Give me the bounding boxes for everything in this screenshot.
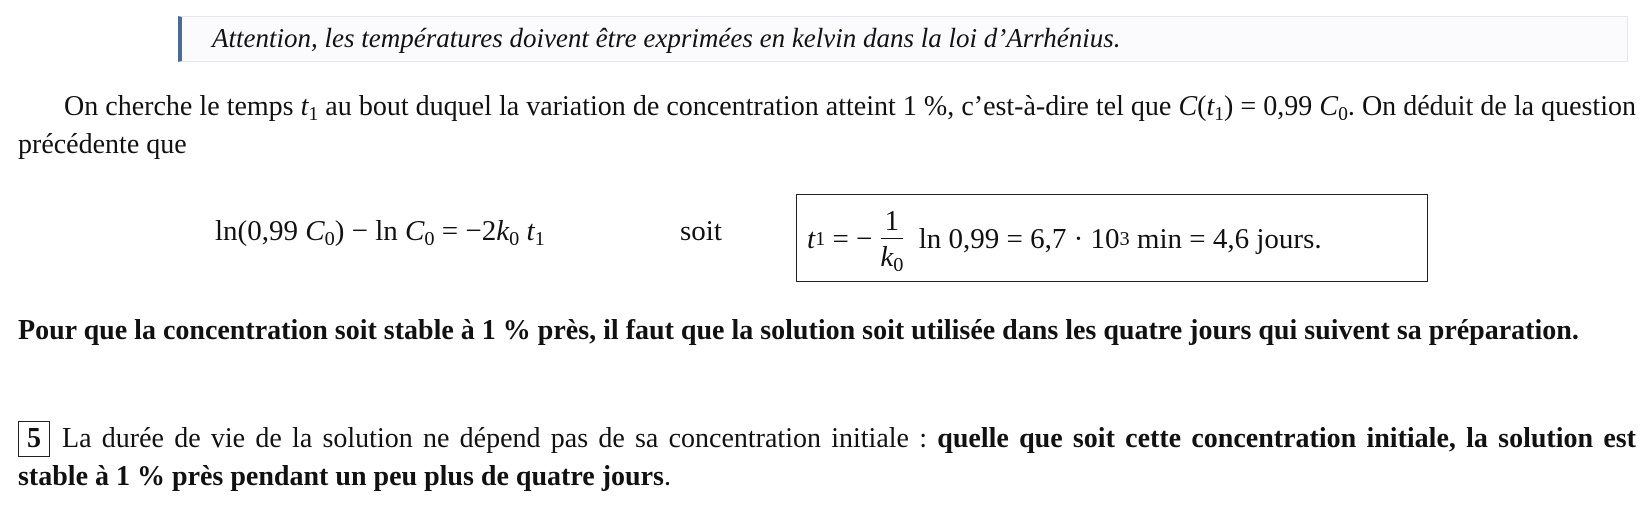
para1-text-e: . On déduit de la question précédente que xyxy=(18,91,1636,160)
box-rest-b: min = 4,6 jours. xyxy=(1129,222,1322,255)
var-C: C xyxy=(1178,91,1198,122)
eq-var-C-2: C xyxy=(405,215,425,247)
paragraph-question-5 xyxy=(18,420,1636,496)
question-number-5: 5 xyxy=(18,421,50,457)
eq-var-t: t xyxy=(526,215,535,247)
attention-note-text: Attention, les températures doivent être exprimées en kelvin dans la loi d’Arrhénius. xyxy=(212,23,1121,53)
para3-plain-text: La durée de vie de la solution ne dépend pas de sa concentration initiale : xyxy=(62,423,938,454)
var-t: t xyxy=(300,91,309,122)
eq-sub-1: 1 xyxy=(534,228,545,251)
para1-text-b: au bout duquel la variation de concentration atteint 1 %, c’est-à-dire tel que xyxy=(318,91,1179,122)
sub-1: 1 xyxy=(308,103,319,125)
eq-left-d xyxy=(519,215,526,247)
attention-note xyxy=(178,16,1628,62)
eq-var-C: C xyxy=(305,215,325,247)
equation-left xyxy=(215,215,545,251)
sub-0: 0 xyxy=(1338,103,1348,125)
frac-var-k: k xyxy=(880,240,894,273)
result-equation: t 1 = − $\frac{1}{k_0}$ ln 0,99 = 6,7 · 10 3 min = 4,6 jours. xyxy=(807,204,1322,276)
paragraph-conclusion: Pour que la concentration soit stable à 1 % près, il faut que la solution soit utilisée dans les quatre jours qui suivent sa préparation. xyxy=(18,315,1579,346)
para3-end: . xyxy=(663,461,671,492)
equation-soit: soit xyxy=(680,215,722,247)
eq-left-c: = −2 xyxy=(434,215,497,247)
fraction-denominator xyxy=(876,239,907,275)
eq-sub-0-2: 0 xyxy=(424,228,435,251)
var-t-2: t xyxy=(1206,91,1215,122)
box-eq: = − xyxy=(825,222,873,255)
var-C0: C xyxy=(1319,91,1339,122)
eq-left-a: ln(0,99 xyxy=(215,215,306,247)
eq-left-b: ) − ln xyxy=(334,215,406,247)
eq-sub-0-3: 0 xyxy=(509,228,520,251)
fraction-numerator: 1 xyxy=(881,204,904,239)
para1-text-d: ) = 0,99 xyxy=(1224,91,1320,122)
para3-bold-text: quelle que soit cette concentration initiale, la solution est stable à 1 % près pendant un peu plus de quatre jours xyxy=(18,423,1636,492)
paragraph-question-intro xyxy=(18,88,1636,164)
sub-1-2: 1 xyxy=(1214,103,1225,125)
eq-sub-0: 0 xyxy=(324,228,335,251)
eq-var-k: k xyxy=(496,215,510,247)
result-box xyxy=(796,194,1428,282)
para1-text-a: On cherche le temps xyxy=(64,91,301,122)
frac-sub-0: 0 xyxy=(893,253,904,276)
fraction xyxy=(876,204,907,275)
paren-open: ( xyxy=(1197,91,1207,122)
box-var-t: t xyxy=(807,222,816,255)
box-rest-a: ln 0,99 = 6,7 · 10 xyxy=(911,222,1120,255)
